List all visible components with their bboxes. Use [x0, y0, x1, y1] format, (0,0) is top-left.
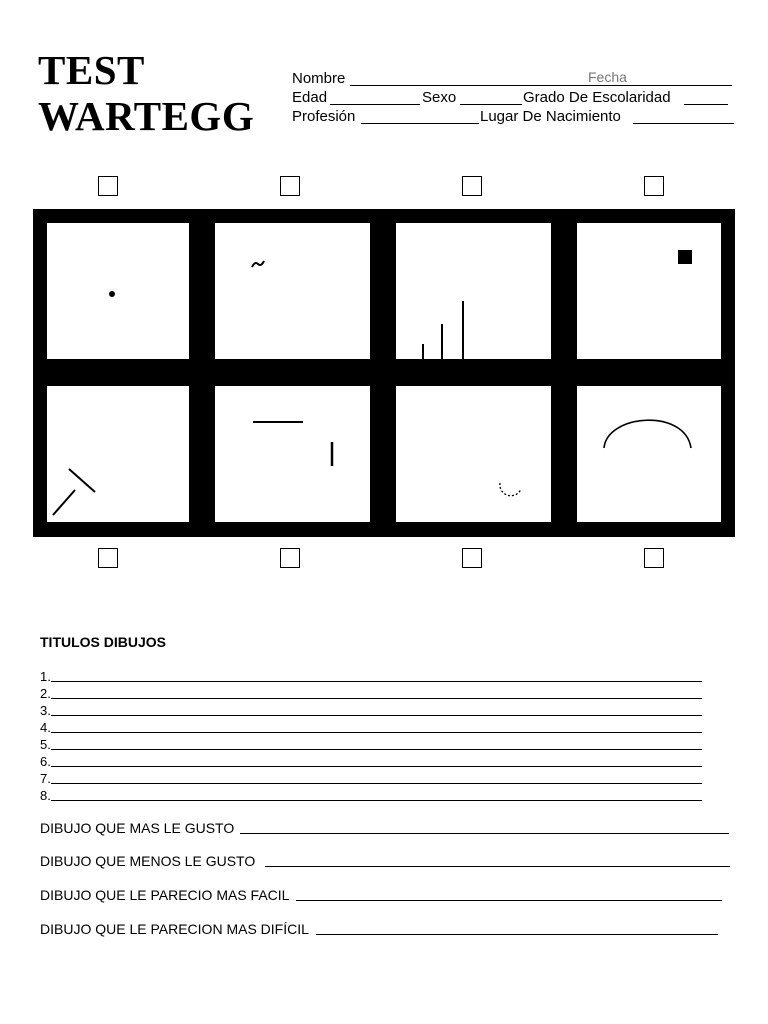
- checkbox-box-3[interactable]: [462, 176, 482, 196]
- title-row-1: [40, 668, 51, 685]
- title-field-1[interactable]: [51, 681, 702, 682]
- profesion-field[interactable]: [361, 123, 479, 124]
- most-liked-field[interactable]: [240, 833, 729, 834]
- checkbox-box-1[interactable]: [98, 176, 118, 196]
- question-easiest-label: DIBUJO QUE LE PARECIO MAS FACIL: [40, 887, 290, 903]
- drawing-box-6[interactable]: [215, 386, 370, 522]
- title-row-8: [40, 787, 51, 804]
- question-least-liked-label: DIBUJO QUE MENOS LE GUSTO: [40, 853, 256, 869]
- test-title-line1: TEST: [38, 47, 145, 93]
- title-field-3[interactable]: [51, 715, 702, 716]
- title-row-4: [40, 719, 51, 736]
- wartegg-grid: [33, 209, 735, 537]
- ascending-bars-stimulus: [396, 223, 551, 359]
- hardest-field[interactable]: [316, 934, 718, 935]
- edad-label: Edad: [292, 89, 328, 106]
- title-field-4[interactable]: [51, 732, 702, 733]
- lugar-label: Lugar De Nacimiento: [480, 108, 621, 125]
- title-row-5: [40, 736, 51, 753]
- title-number: 4.: [40, 720, 51, 735]
- title-field-6[interactable]: [51, 766, 702, 767]
- checkbox-box-5[interactable]: [98, 548, 118, 568]
- title-row-3: [40, 702, 51, 719]
- checkbox-box-6[interactable]: [280, 548, 300, 568]
- drawing-box-1[interactable]: [47, 223, 189, 359]
- title-row-7: [40, 770, 51, 787]
- title-number: 1.: [40, 669, 51, 684]
- checkbox-box-4[interactable]: [644, 176, 664, 196]
- dotted-arc-stimulus: [396, 386, 551, 522]
- title-row-2: [40, 685, 51, 702]
- title-field-5[interactable]: [51, 749, 702, 750]
- checkbox-box-2[interactable]: [280, 176, 300, 196]
- dot-stimulus: [47, 223, 189, 359]
- question-most-liked-label: DIBUJO QUE MAS LE GUSTO: [40, 820, 235, 836]
- lugar-field[interactable]: [633, 123, 734, 124]
- title-number: 8.: [40, 788, 51, 803]
- question-most-liked: [40, 820, 234, 836]
- profesion-label: Profesión: [292, 108, 356, 125]
- black-square-stimulus: [577, 223, 721, 359]
- diagonal-lines-stimulus: [47, 386, 189, 522]
- drawing-box-2[interactable]: [215, 223, 370, 359]
- titles-section-heading: TITULOS DIBUJOS: [40, 634, 167, 650]
- title-field-8[interactable]: [51, 800, 702, 801]
- title-field-2[interactable]: [51, 698, 702, 699]
- drawing-box-7[interactable]: [396, 386, 551, 522]
- nombre-field[interactable]: [350, 85, 732, 86]
- checkbox-box-7[interactable]: [462, 548, 482, 568]
- question-hardest: [40, 921, 309, 937]
- question-least-liked: [40, 853, 255, 869]
- large-arc-stimulus: [577, 386, 721, 522]
- title-number: 3.: [40, 703, 51, 718]
- wavy-line-stimulus: [215, 223, 370, 359]
- drawing-box-5[interactable]: [47, 386, 189, 522]
- grado-label: Grado De Escolaridad: [523, 89, 671, 106]
- fecha-label: Fecha: [588, 69, 627, 85]
- checkbox-box-8[interactable]: [644, 548, 664, 568]
- edad-field[interactable]: [330, 104, 420, 105]
- drawing-box-3[interactable]: [396, 223, 551, 359]
- sexo-label: Sexo: [422, 89, 457, 106]
- title-number: 5.: [40, 737, 51, 752]
- easiest-field[interactable]: [296, 900, 722, 901]
- drawing-box-8[interactable]: [577, 386, 721, 522]
- nombre-label: Nombre: [292, 70, 346, 87]
- horizontal-vertical-lines-stimulus: [215, 386, 370, 522]
- test-title-line2: WARTEGG: [38, 93, 255, 139]
- title-number: 6.: [40, 754, 51, 769]
- title-row-6: [40, 753, 51, 770]
- question-hardest-label: DIBUJO QUE LE PARECION MAS DIFÍCIL: [40, 921, 309, 937]
- drawing-box-4[interactable]: [577, 223, 721, 359]
- title-field-7[interactable]: [51, 783, 702, 784]
- sexo-field[interactable]: [460, 104, 522, 105]
- question-easiest: [40, 887, 289, 903]
- title-number: 7.: [40, 771, 51, 786]
- grado-field[interactable]: [684, 104, 728, 105]
- title-number: 2.: [40, 686, 51, 701]
- least-liked-field[interactable]: [265, 866, 730, 867]
